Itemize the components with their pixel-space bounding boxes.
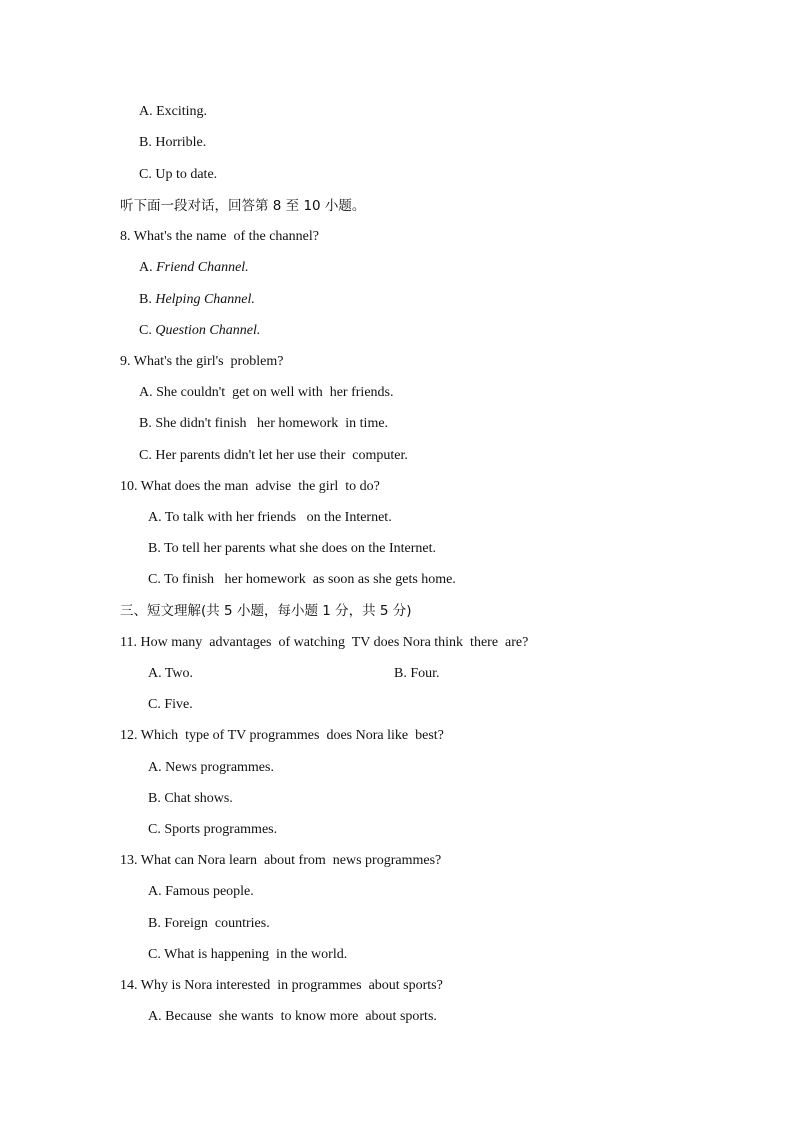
q10-option-a: A. To talk with her friends on the Internet.: [148, 510, 392, 525]
q10-stem: 10. What does the man advise the girl to do?: [120, 479, 380, 494]
q10-option-b: B. To tell her parents what she does on the Internet.: [148, 541, 437, 556]
q8-option-b: [139, 291, 255, 309]
q9-stem: 9. What's the girl's problem?: [120, 354, 284, 369]
q12-stem: 12. Which type of TV programmes does Nora like best?: [120, 728, 444, 743]
q8-option-b-text: Helping Channel.: [155, 292, 255, 307]
q8-stem: 8. What's the name of the channel?: [120, 229, 319, 244]
q8-option-a-text: Friend Channel.: [156, 260, 249, 275]
q13-option-a: A. Famous people.: [148, 884, 254, 899]
q8-option-c: [139, 322, 260, 340]
section-3-heading: 三、短文理解(共 5 小题，每小题 1 分，共 5 分): [120, 603, 412, 619]
q7-option-b: B. Horrible.: [139, 135, 207, 150]
q8-option-a-letter: A.: [139, 260, 157, 275]
q10-option-c: C. To finish her homework as soon as she gets home.: [148, 572, 456, 587]
q14-option-a: A. Because she wants to know more about sports.: [148, 1009, 437, 1024]
q13-stem: 13. What can Nora learn about from news programmes?: [120, 853, 442, 868]
q9-option-a: A. She couldn't get on well with her friends.: [139, 385, 394, 400]
q8-option-c-text: Question Channel.: [155, 323, 261, 338]
q12-option-a: A. News programmes.: [148, 760, 274, 775]
q11-option-a: A. Two.: [148, 666, 194, 681]
q14-stem: 14. Why is Nora interested in programmes about sports?: [120, 978, 443, 993]
q9-option-c: C. Her parents didn't let her use their computer.: [139, 448, 408, 463]
q11-option-c: C. Five.: [148, 697, 193, 712]
q11-stem: 11. How many advantages of watching TV does Nora think there are?: [120, 635, 529, 650]
q8-option-a: [139, 259, 249, 277]
instruction-8-10: 听下面一段对话，回答第 8 至 10 小题。: [120, 198, 366, 214]
q12-option-c: C. Sports programmes.: [148, 822, 278, 837]
q7-option-c: C. Up to date.: [139, 167, 218, 182]
q8-option-c-letter: C.: [139, 323, 156, 338]
q7-option-a: A. Exciting.: [139, 104, 208, 119]
q9-option-b: B. She didn't finish her homework in time.: [139, 416, 389, 431]
q8-option-b-letter: B.: [139, 292, 156, 307]
q13-option-b: B. Foreign countries.: [148, 916, 270, 931]
q11-option-b: B. Four.: [394, 666, 440, 681]
q13-option-c: C. What is happening in the world.: [148, 947, 348, 962]
q12-option-b: B. Chat shows.: [148, 791, 233, 806]
